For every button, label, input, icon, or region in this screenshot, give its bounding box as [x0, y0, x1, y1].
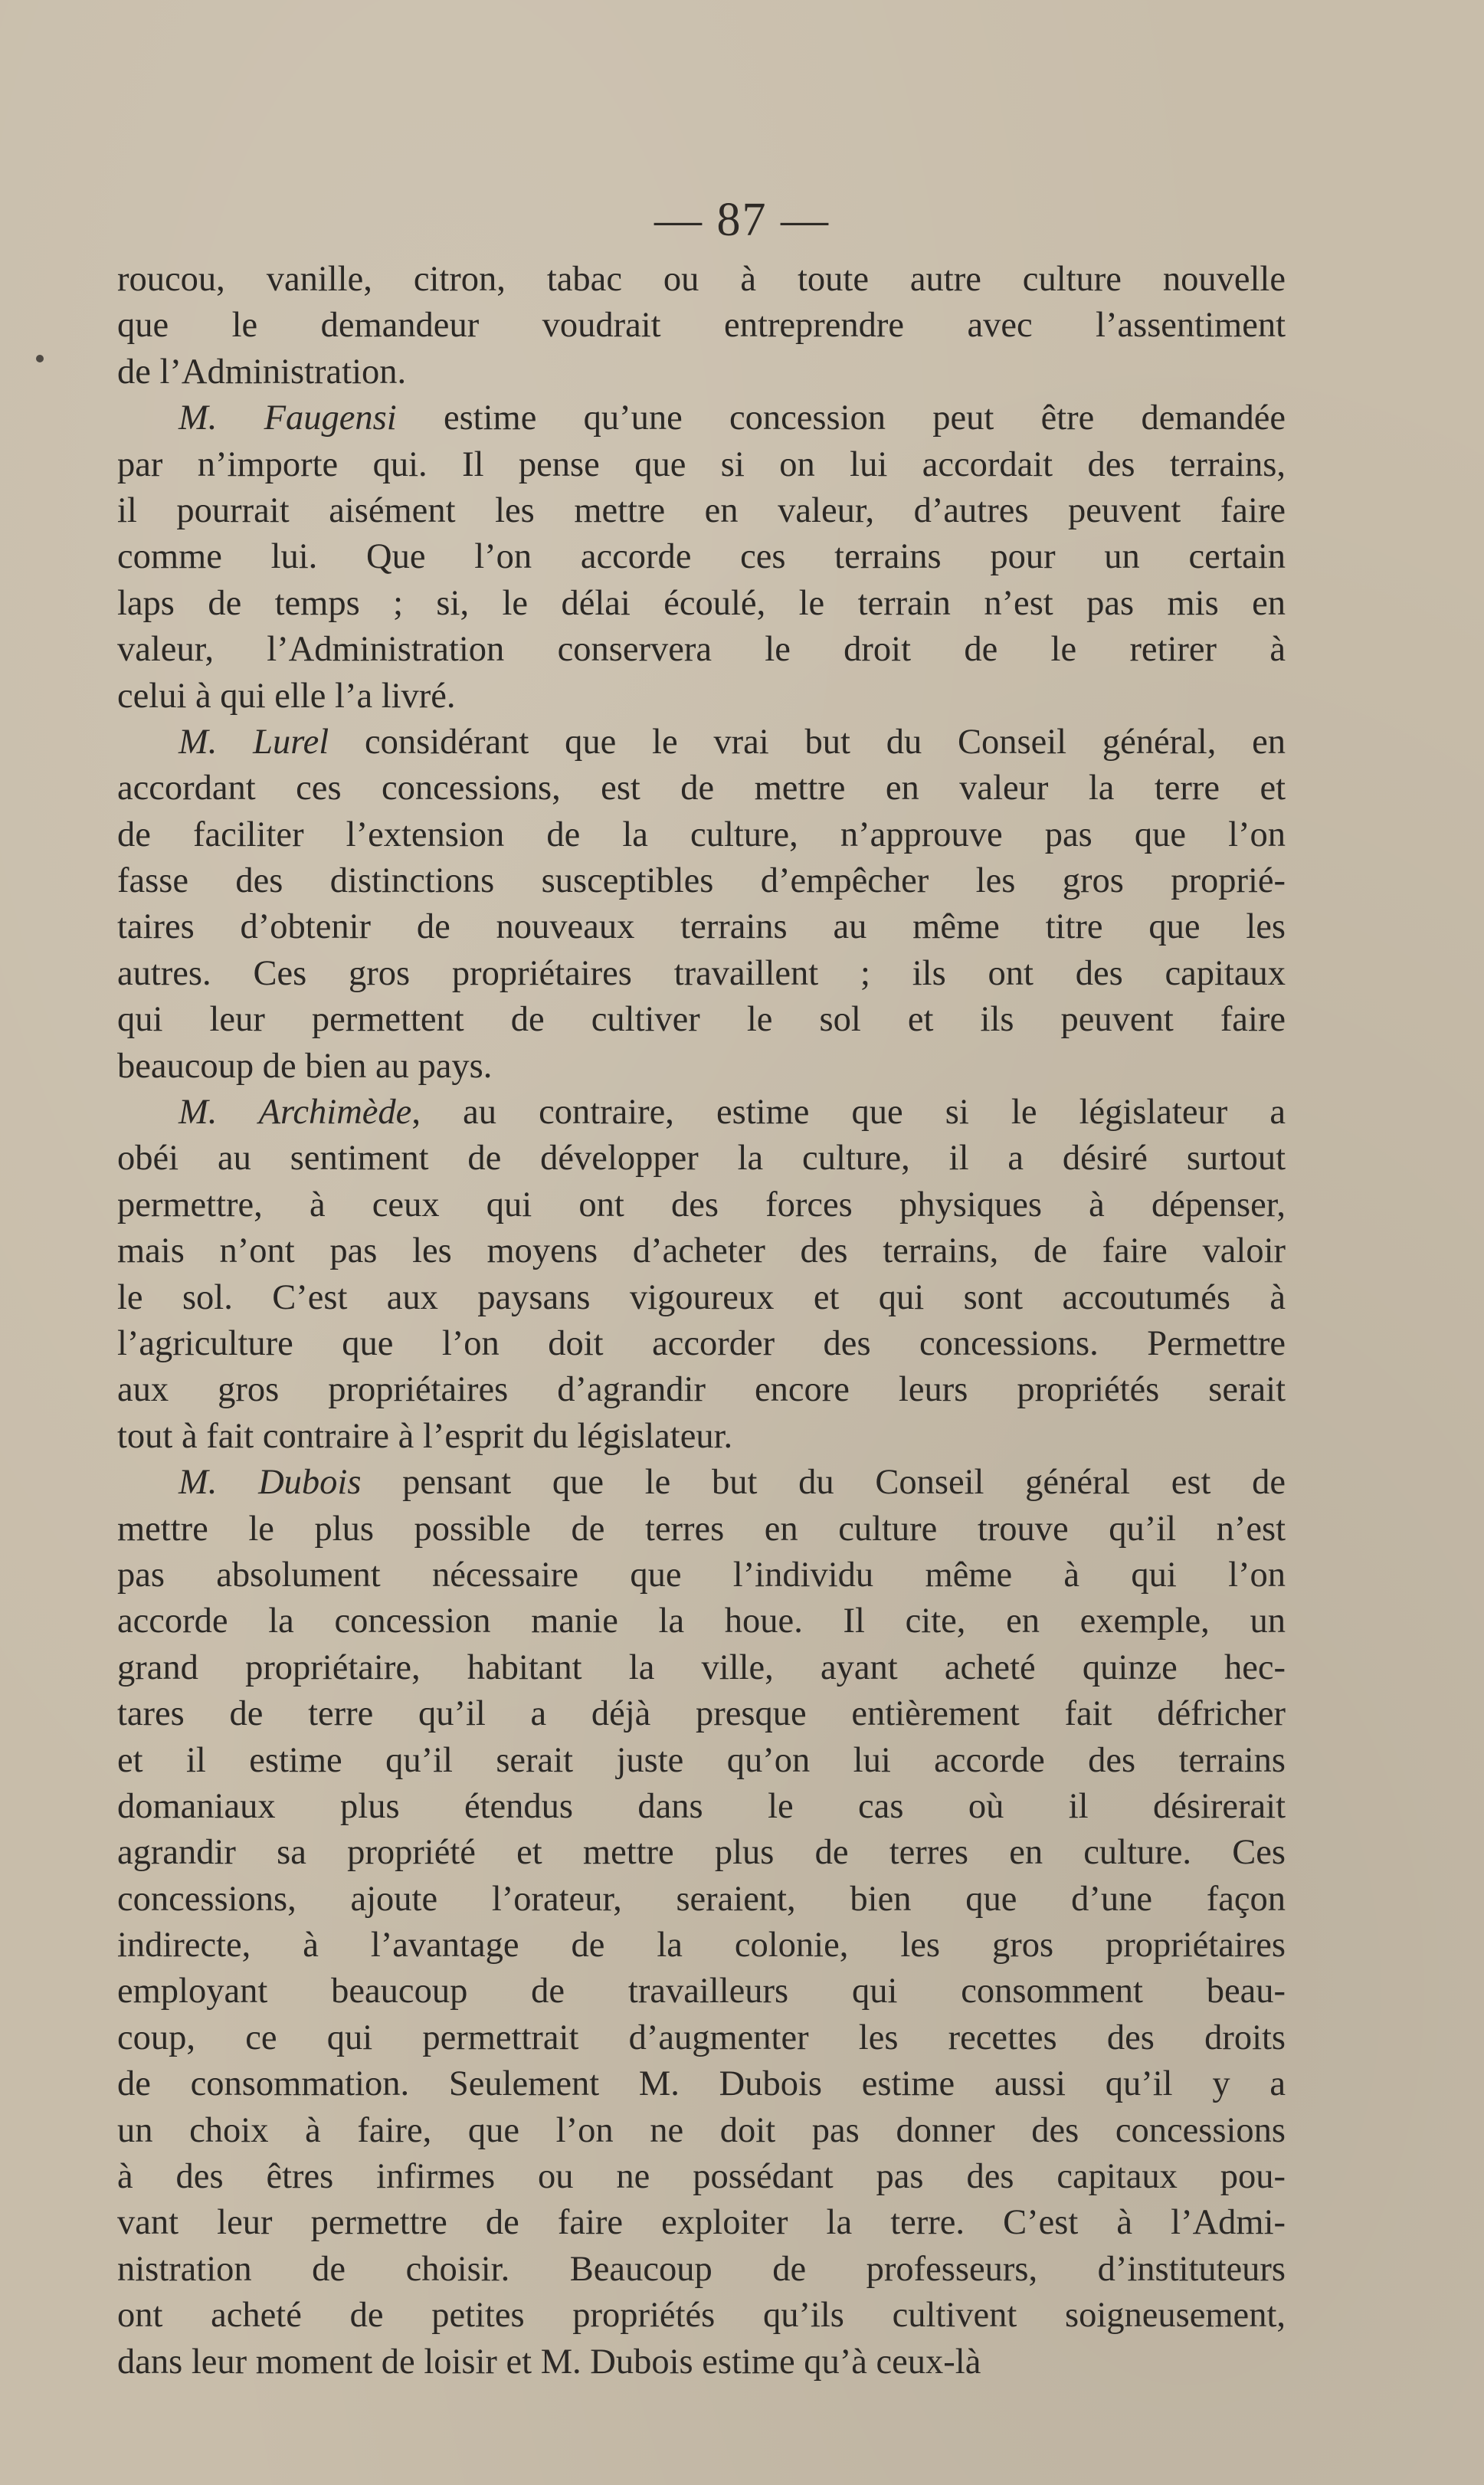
text-line: concessions, ajoute l’orateur, seraient, bien que d’une façon	[117, 1879, 1286, 1919]
text-line: aux gros propriétaires d’agrandir encore leurs propriétés serait	[117, 1370, 1286, 1410]
text-line: domaniaux plus étendus dans le cas où il désirerait	[117, 1786, 1286, 1826]
text-line: grand propriétaire, habitant la ville, ayant acheté quinze hec-	[117, 1647, 1286, 1687]
text-line	[117, 395, 1286, 441]
text-line	[117, 720, 1286, 765]
speaker-name: M. Dubois	[179, 1463, 362, 1503]
text-line: pas absolument nécessaire que l’individu même à qui l’on	[117, 1555, 1286, 1595]
text-line: accorde la concession manie la houe. Il cite, en exemple, un	[117, 1601, 1286, 1641]
text-line: à des êtres infirmes ou ne possédant pas des capitaux pou-	[117, 2157, 1286, 2197]
text-line: de faciliter l’extension de la culture, n’approuve pas que l’on	[117, 815, 1286, 854]
text-fragment: , au contraire, estime que si le législateur a	[411, 1093, 1286, 1133]
text-line: tout à fait contraire à l’esprit du législateur.	[117, 1416, 733, 1456]
text-line: vant leur permettre de faire exploiter la terre. C’est à l’Admi-	[117, 2203, 1286, 2243]
text-line: permettre, à ceux qui ont des forces physiques à dépenser,	[117, 1185, 1286, 1224]
body-text	[117, 257, 1286, 2385]
text-line: comme lui. Que l’on accorde ces terrains pour un certain	[117, 537, 1286, 577]
text-line: laps de temps ; si, le délai écoulé, le terrain n’est pas mis en	[117, 583, 1286, 623]
text-line: indirecte, à l’avantage de la colonie, les gros propriétaires	[117, 1926, 1286, 1965]
text-fragment: pensant que le but du Conseil général est de	[361, 1463, 1286, 1503]
text-line: nistration de choisir. Beaucoup de professeurs, d’instituteurs	[117, 2249, 1286, 2289]
text-line: obéi au sentiment de développer la culture, il a désiré surtout	[117, 1139, 1286, 1179]
speaker-name: M. Lurel	[179, 722, 329, 762]
text-line: coup, ce qui permettrait d’augmenter les recettes des droits	[117, 2018, 1286, 2057]
speaker-name: M. Faugensi	[179, 398, 397, 438]
text-line: roucou, vanille, citron, tabac ou à toute autre culture nouvelle	[117, 260, 1286, 299]
text-line: un choix à faire, que l’on ne doit pas donner des concessions	[117, 2110, 1286, 2150]
text-line: beaucoup de bien au pays.	[117, 1046, 493, 1086]
text-line: mettre le plus possible de terres en culture trouve qu’il n’est	[117, 1509, 1286, 1549]
page-number: — 87 —	[654, 194, 830, 246]
text-line: l’agriculture que l’on doit accorder des concessions. Permettre	[117, 1323, 1286, 1363]
text-line: de consommation. Seulement M. Dubois estime aussi qu’il y a	[117, 2064, 1286, 2104]
text-fragment: considérant que le vrai but du Conseil général, en	[329, 722, 1286, 762]
text-line: taires d’obtenir de nouveaux terrains au même titre que les	[117, 907, 1286, 947]
text-line: le sol. C’est aux paysans vigoureux et qui sont accoutumés à	[117, 1277, 1286, 1317]
text-line	[117, 1090, 1286, 1136]
text-line: celui à qui elle l’a livré.	[117, 676, 456, 716]
margin-ink-spot	[36, 355, 44, 362]
text-line: qui leur permettent de cultiver le sol et ils peuvent faire	[117, 1000, 1286, 1040]
text-line: ont acheté de petites propriétés qu’ils cultivent soigneusement,	[117, 2296, 1286, 2336]
text-line: que le demandeur voudrait entreprendre avec l’assentiment	[117, 306, 1286, 346]
text-line: employant beaucoup de travailleurs qui consomment beau-	[117, 1972, 1286, 2011]
text-line: dans leur moment de loisir et M. Dubois estime qu’à ceux-là	[117, 2342, 981, 2382]
text-line: autres. Ces gros propriétaires travaillent ; ils ont des capitaux	[117, 953, 1286, 993]
text-line: mais n’ont pas les moyens d’acheter des terrains, de faire valoir	[117, 1231, 1286, 1271]
speaker-name: M. Archimède	[179, 1093, 412, 1133]
text-line: tares de terre qu’il a déjà presque entièrement fait défricher	[117, 1694, 1286, 1734]
text-line	[117, 1460, 1286, 1506]
text-line: agrandir sa propriété et mettre plus de terres en culture. Ces	[117, 1833, 1286, 1873]
text-line: de l’Administration.	[117, 352, 407, 392]
text-line: accordant ces concessions, est de mettre en valeur la terre et	[117, 769, 1286, 808]
text-line: par n’importe qui. Il pense que si on lui accordait des terrains,	[117, 444, 1286, 484]
text-line: et il estime qu’il serait juste qu’on lui accorde des terrains	[117, 1740, 1286, 1780]
text-line: valeur, l’Administration conservera le droit de le retirer à	[117, 630, 1286, 670]
text-line: il pourrait aisément les mettre en valeur, d’autres peuvent faire	[117, 490, 1286, 530]
text-line: fasse des distinctions susceptibles d’empêcher les gros proprié-	[117, 861, 1286, 901]
text-fragment: estime qu’une concession peut être demandée	[396, 398, 1286, 438]
